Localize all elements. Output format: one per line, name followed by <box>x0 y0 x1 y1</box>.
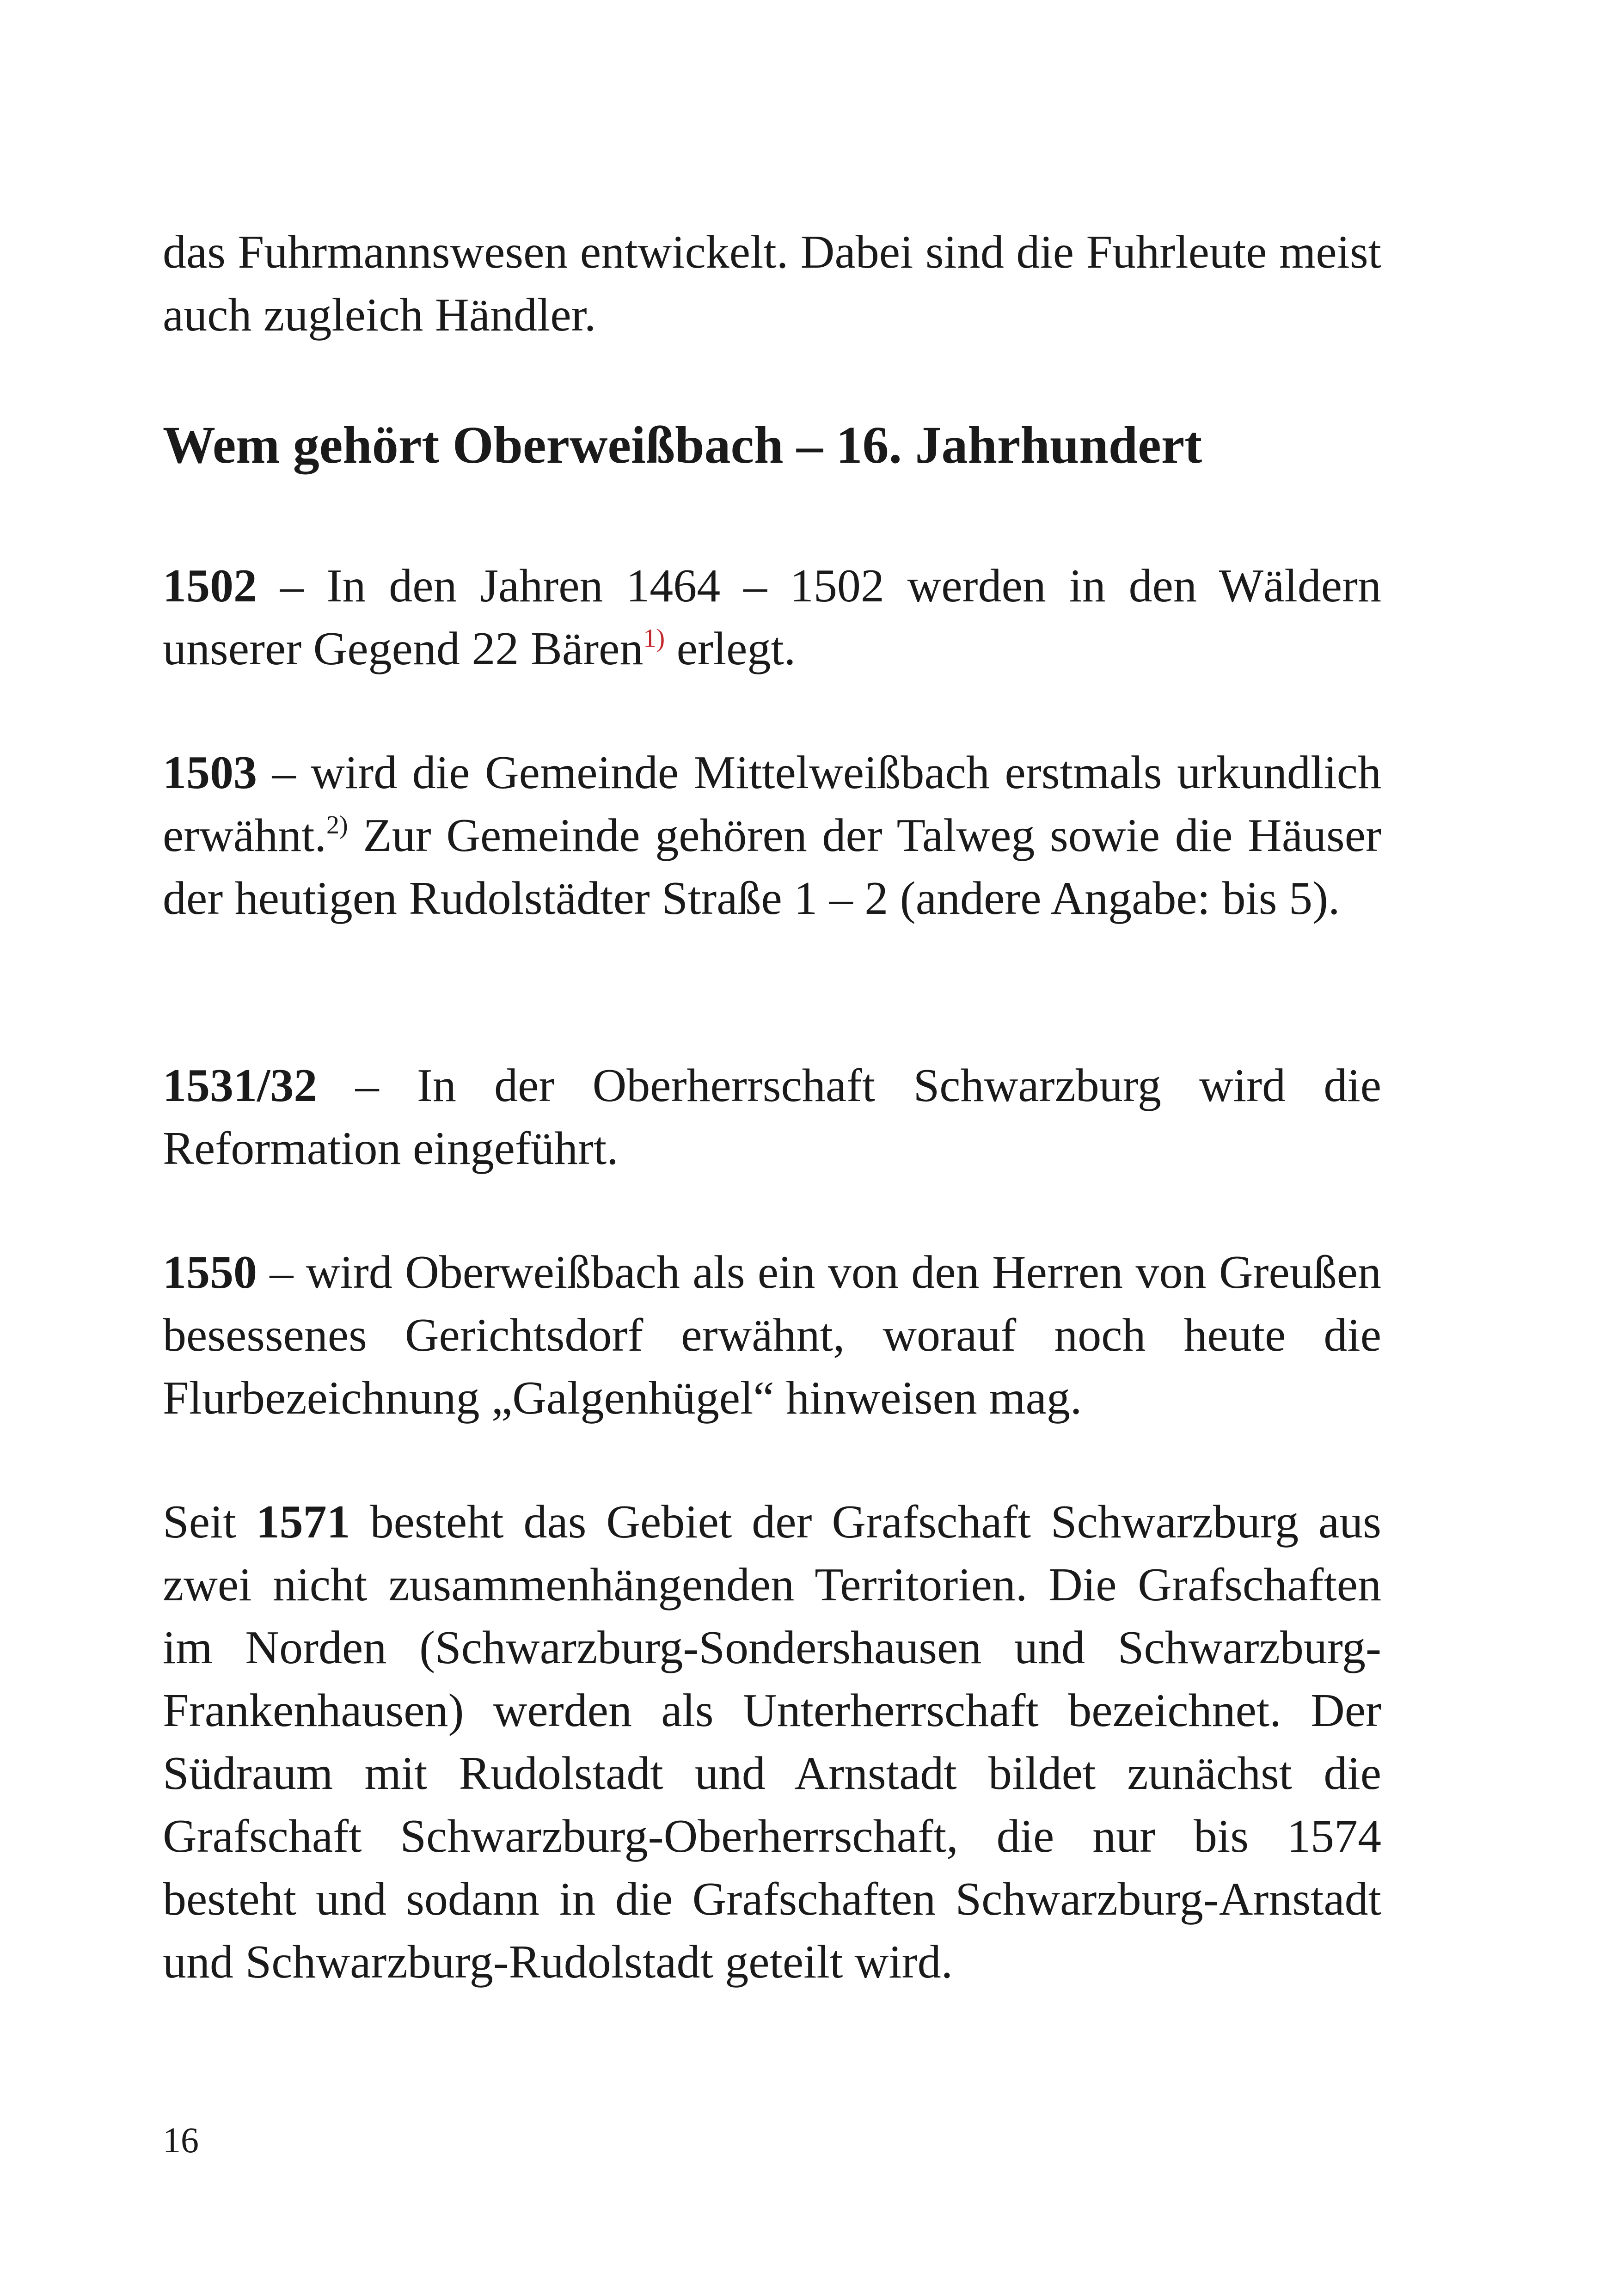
entry-year: 1571 <box>256 1496 350 1548</box>
page-number: 16 <box>163 2120 199 2160</box>
entry-text: – wird die Gemeinde Mittelweißbach erstmals urkundlich erwähnt. <box>163 747 1381 862</box>
entry-text: – In der Oberherrschaft Schwarzburg wird die Reformation eingeführt. <box>163 1059 1381 1175</box>
entry-1503 <box>163 741 1381 930</box>
section-heading: Wem gehört Oberweißbach – 16. Jahrhundert <box>163 416 1202 474</box>
entry-year: 1502 <box>163 560 257 612</box>
entry-year: 1531/32 <box>163 1059 318 1112</box>
entry-1550 <box>163 1241 1381 1430</box>
entry-text: besteht das Gebiet der Grafschaft Schwarzburg aus zwei nicht zusammenhängenden Territorien. Die Grafschaften im Norden (Schwarzburg-Sondershausen und Schwarzburg-Frankenhausen) werden als Unterherrschaft bezeichnet. Der Südraum mit Rudolstadt und Arnstadt bildet zunächst die Grafschaft Schwarzburg-Oberherrschaft, die nur bis 1574 besteht und sodann in die Grafschaften Schwarzburg-Arnstadt und Schwarzburg-Rudolstadt geteilt wird. <box>163 1496 1381 1988</box>
entry-text: – wird Oberweißbach als ein von den Herren von Greußen besessenes Gerichtsdorf erwähnt, worauf noch heute die Flurbezeichnung „Galgenhügel“ hinweisen mag. <box>163 1246 1381 1424</box>
entry-text: Zur Gemeinde gehören der Talweg sowie die Häuser der heutigen Rudolstädter Straße 1 – 2 (andere Angabe: bis 5). <box>163 809 1381 925</box>
entry-1502 <box>163 555 1381 680</box>
entry-year: 1550 <box>163 1246 257 1298</box>
entry-1531-32 <box>163 1054 1381 1180</box>
footnote-marker[interactable]: 1) <box>643 624 665 653</box>
entry-prefix: Seit <box>163 1496 256 1548</box>
entry-1571 <box>163 1491 1381 1994</box>
entry-year: 1503 <box>163 747 257 799</box>
entry-text: – In den Jahren 1464 – 1502 werden in den Wäldern unserer Gegend 22 Bären <box>163 560 1381 675</box>
entry-text: erlegt. <box>665 623 796 675</box>
footnote-marker[interactable]: 2) <box>326 811 348 839</box>
intro-paragraph: das Fuhrmannswesen entwickelt. Dabei sind die Fuhrleute meist auch zugleich Händler. <box>163 226 1381 341</box>
